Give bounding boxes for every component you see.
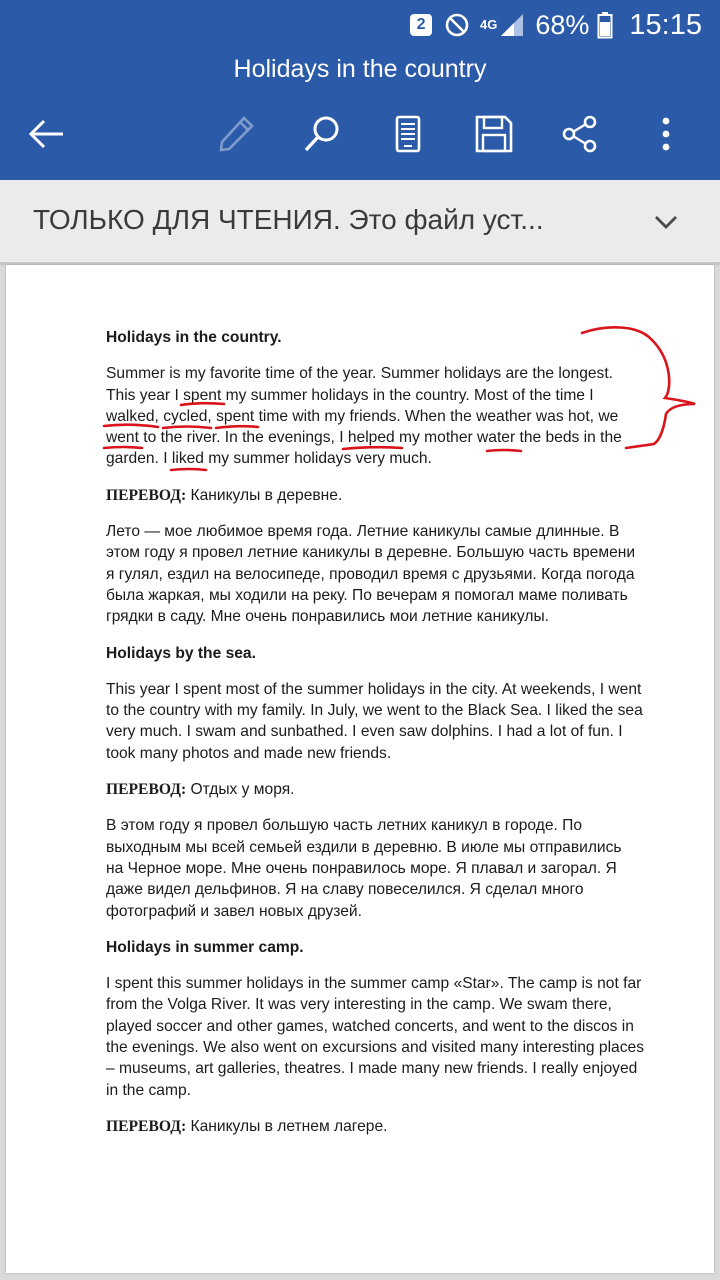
paragraph-camp: I spent this summer holidays in the summer camp «Star». The camp is not far from the Volga River. It was very interesting in the camp. We swam there, played soccer and other games, watched concerts, and went to the discos in the evenings. We also went on excursions and visited many interesting places – museums, art galleries, theatres. I made many new friends. I really enjoyed in the camp. xyxy=(106,975,644,1099)
underlined-word: liked xyxy=(171,450,204,468)
document-title: Holidays in the country xyxy=(233,55,487,83)
reading-mode-icon xyxy=(388,114,428,154)
search-icon xyxy=(302,114,342,154)
status-bar xyxy=(0,0,720,50)
read-only-banner-text: ТОЛЬКО ДЛЯ ЧТЕНИЯ. Это файл уст... xyxy=(33,204,544,235)
clock: 15:15 xyxy=(629,8,702,41)
more-options-button[interactable] xyxy=(641,109,691,159)
reading-mode-button[interactable] xyxy=(383,109,433,159)
paragraph-sea-ru: В этом году я провел большую часть летних каникул в городе. По выходным мы всей семьей ездили в деревню. В июле мы отправились на Черное море. Мне очень понравилось море. Я плавал и загорал. Я даже видел дельфинов. Я на славу повеселился. Я сделал много фотографий и завел новых друзей. xyxy=(106,817,622,920)
battery-percent: 68% xyxy=(535,9,590,40)
more-options-icon xyxy=(646,114,686,154)
search-button[interactable] xyxy=(297,109,347,159)
underlined-word: walked xyxy=(106,407,155,425)
document-body xyxy=(106,327,676,1152)
share-icon xyxy=(560,114,600,154)
document-page[interactable] xyxy=(6,265,714,1273)
notification-badge: 2 xyxy=(410,14,432,36)
expand-banner-button[interactable] xyxy=(648,204,684,240)
paragraph-sea: This year I spent most of the summer holidays in the city. At weekends, I went to the country with my family. In July, we went to the Black Sea. I liked the sea very much. I swam and sunbathed. I even saw dolphins. I had a lot of fun. I took many photos and made new friends. xyxy=(106,680,643,762)
network-type-label: 4G xyxy=(480,17,498,32)
do-not-disturb-icon xyxy=(444,12,470,38)
paragraph-country: Summer is my favorite time of the year. Summer holidays are the longest. This year I spent my summer holidays in the country. Most of the time I walked, cycled, spent time with my friends. When the weather was hot, we went to the river. In the evenings, I helped my mother water the beds in the garden. I liked my summer holidays very much. xyxy=(106,365,622,468)
signal-icon xyxy=(499,12,525,38)
underlined-word: went xyxy=(106,429,139,447)
translation-label: ПЕРЕВОД: xyxy=(106,1117,187,1135)
translation-label: ПЕРЕВОД: xyxy=(106,781,187,799)
edit-pencil-icon xyxy=(216,114,256,154)
edit-button[interactable] xyxy=(211,109,261,159)
heading-holidays-country: Holidays in the country. xyxy=(106,329,282,346)
underlined-word: spent xyxy=(216,407,255,425)
share-button[interactable] xyxy=(555,109,605,159)
translation-title-country: ПЕРЕВОД: Каникулы в деревне. xyxy=(106,486,343,504)
translation-label: ПЕРЕВОД: xyxy=(106,486,187,504)
back-arrow-icon xyxy=(27,114,67,154)
paragraph-country-ru: Лето — мое любимое время года. Летние каникулы самые длинные. В этом году я провел летние каникулы в деревне. Большую часть времени я гулял, ездил на велосипеде, проводил время с друзьями. Когда погода была жаркая, мы ходили на реку. По вечерам я помогал маме поливать грядки в саду. Мне очень понравились мои летние каникулы. xyxy=(106,523,636,626)
save-button[interactable] xyxy=(469,109,519,159)
status-icons xyxy=(410,6,702,44)
underlined-word: water xyxy=(477,429,516,447)
underlined-word: I helped xyxy=(339,429,395,447)
chevron-down-icon xyxy=(652,208,680,236)
underlined-word: spent xyxy=(183,386,222,404)
underlined-word: cycled xyxy=(163,407,208,425)
save-icon xyxy=(474,114,514,154)
back-button[interactable] xyxy=(22,109,72,159)
translation-title-camp: ПЕРЕВОД: Каникулы в летнем лагере. xyxy=(106,1117,388,1135)
heading-holidays-sea: Holidays by the sea. xyxy=(106,644,256,662)
heading-holidays-camp: Holidays in summer camp. xyxy=(106,938,304,956)
read-only-banner[interactable] xyxy=(0,180,720,263)
battery-icon xyxy=(597,11,613,39)
app-bar xyxy=(0,50,720,180)
translation-title-sea: ПЕРЕВОД: Отдых у моря. xyxy=(106,781,295,799)
